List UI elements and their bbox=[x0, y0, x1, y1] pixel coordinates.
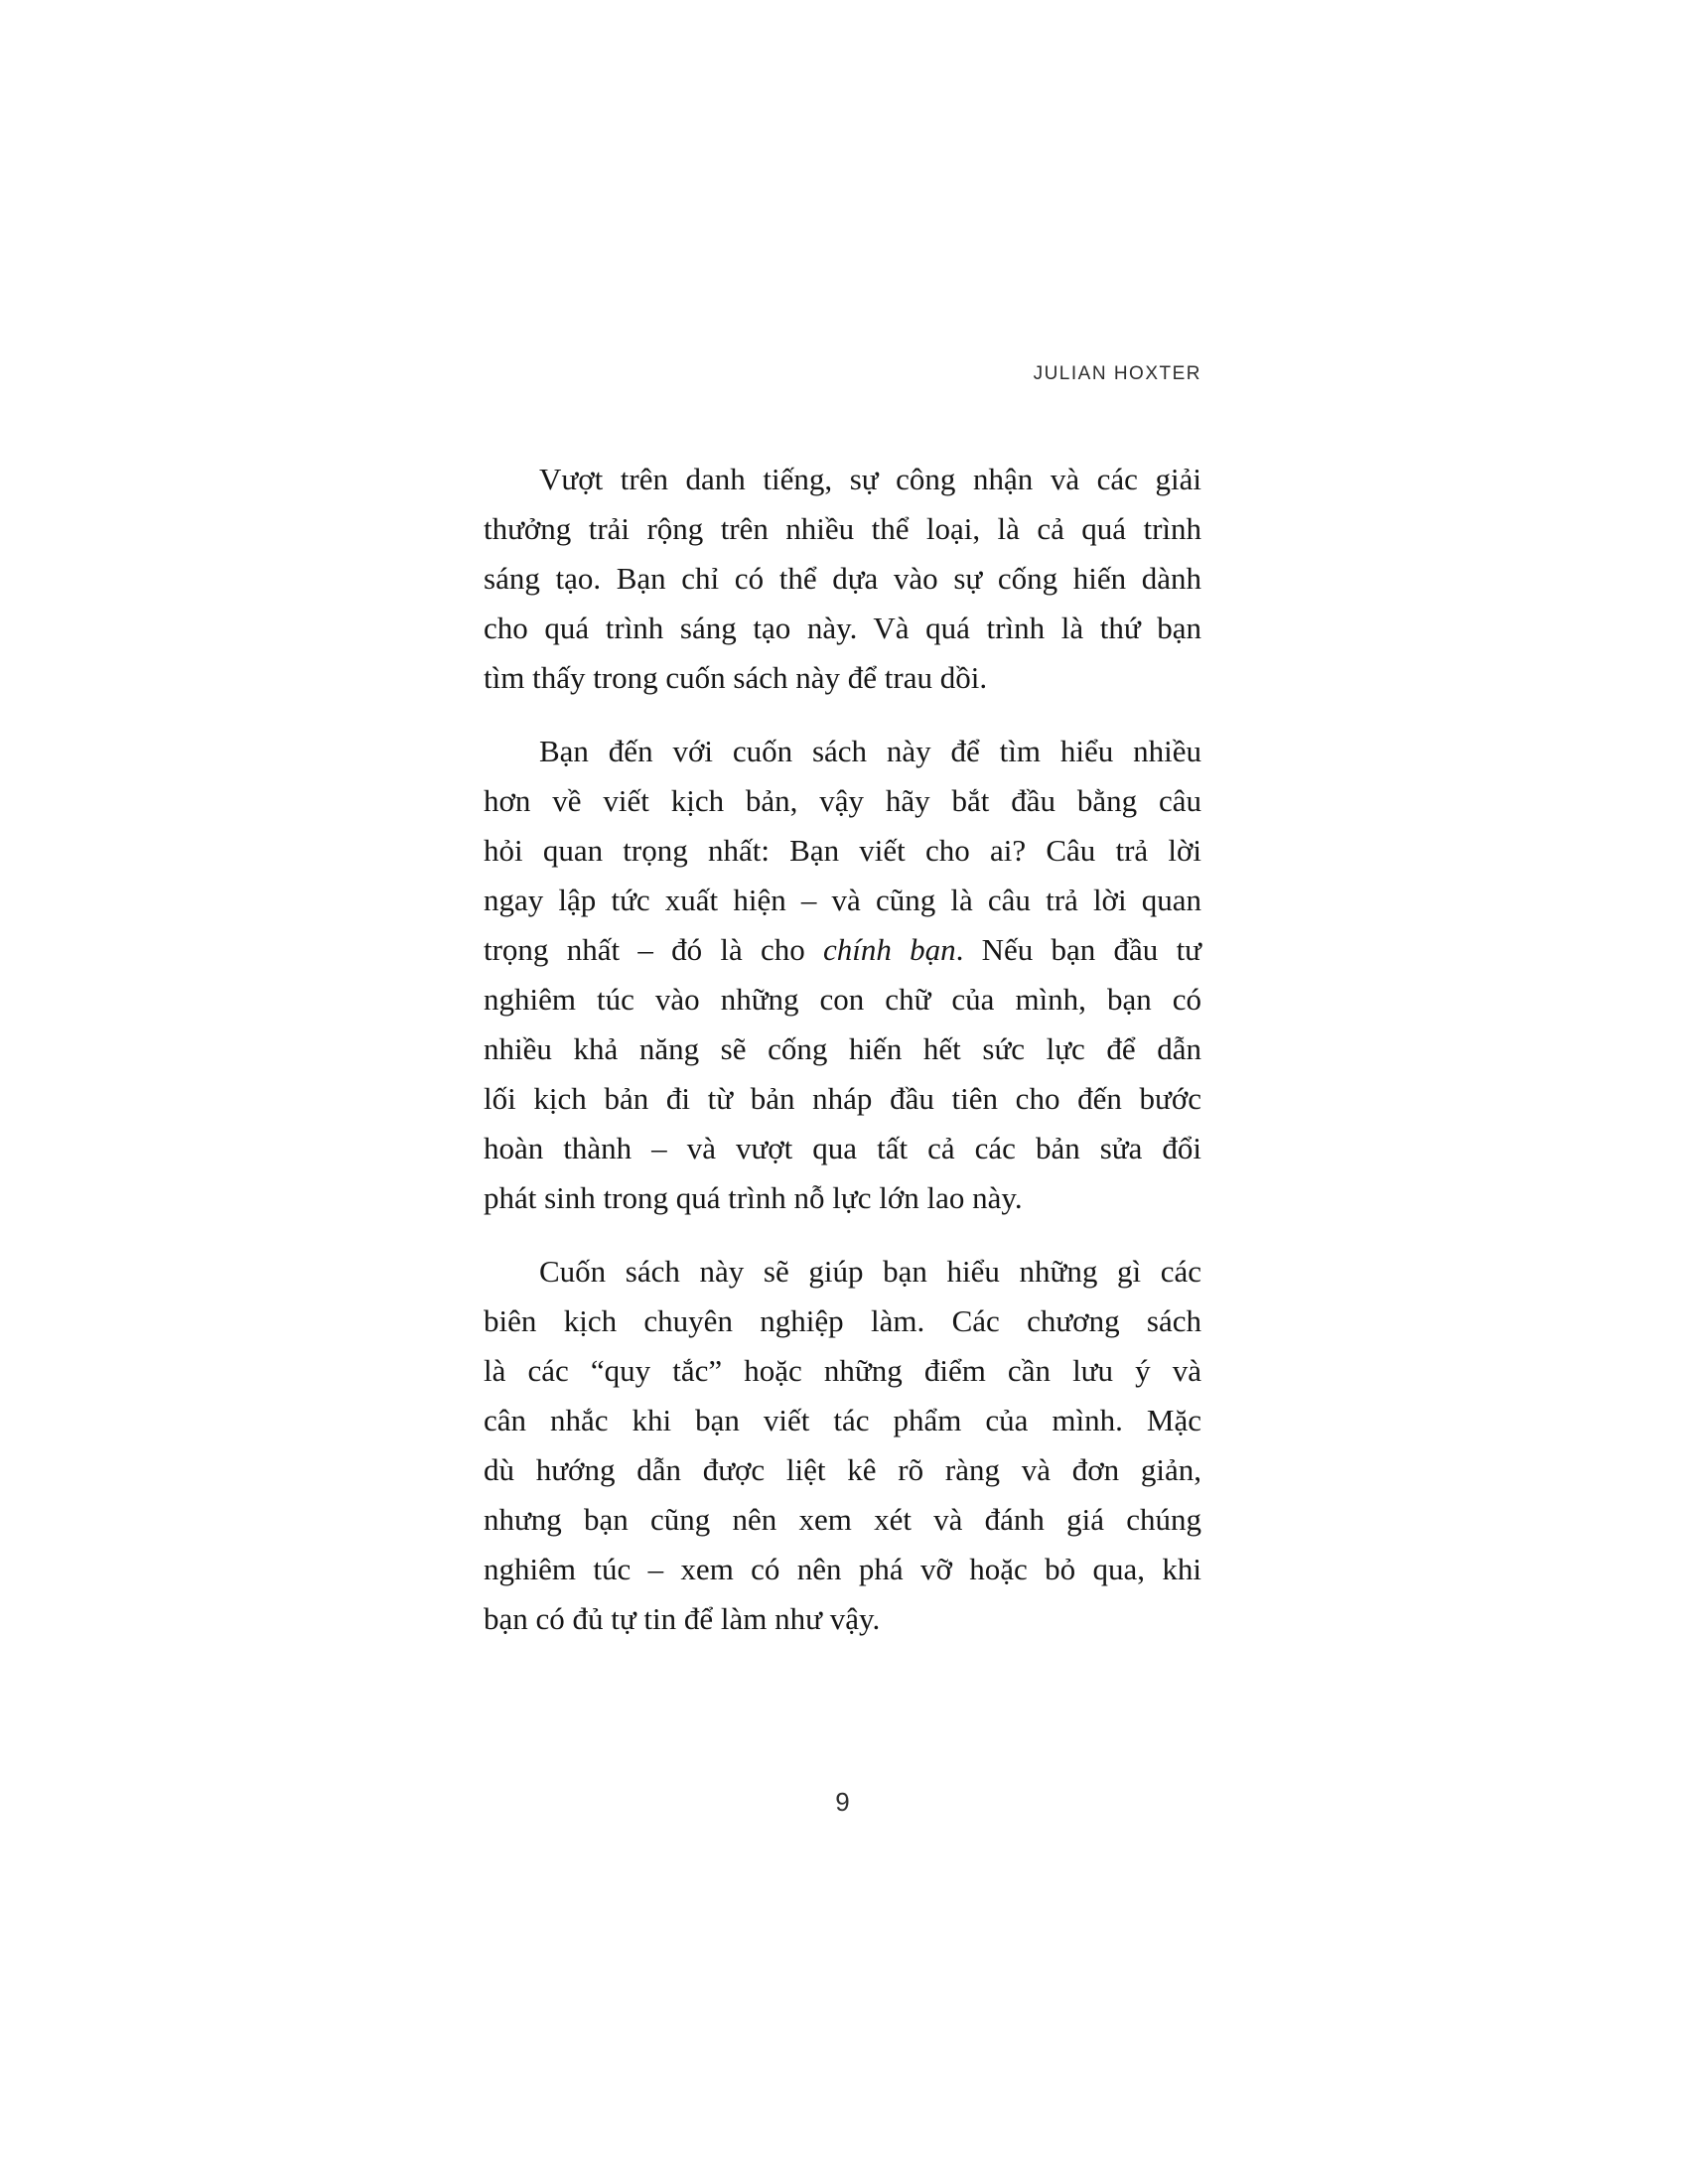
text-line bbox=[484, 1396, 1201, 1445]
text-segment: cho quá trình sáng tạo này. Và quá trình là thứ bạn bbox=[484, 611, 1201, 645]
text-segment: thưởng trải rộng trên nhiều thể loại, là cả quá trình bbox=[484, 511, 1201, 546]
text-segment: bạn có đủ tự tin để làm như vậy. bbox=[484, 1601, 881, 1636]
text-line bbox=[484, 1247, 1201, 1297]
text-segment: dù hướng dẫn được liệt kê rõ ràng và đơn giản, bbox=[484, 1452, 1201, 1487]
text-line bbox=[484, 1346, 1201, 1396]
text-line bbox=[484, 504, 1201, 554]
text-segment: nghiêm túc – xem có nên phá vỡ hoặc bỏ qua, khi bbox=[484, 1552, 1201, 1586]
text-line bbox=[484, 554, 1201, 604]
text-line bbox=[484, 653, 1201, 703]
text-segment: lối kịch bản đi từ bản nháp đầu tiên cho đến bước bbox=[484, 1081, 1201, 1116]
text-segment: tìm thấy trong cuốn sách này để trau dồi. bbox=[484, 660, 988, 695]
text-line bbox=[484, 1074, 1201, 1124]
text-line bbox=[484, 455, 1201, 504]
text-segment: Cuốn sách này sẽ giúp bạn hiểu những gì các bbox=[539, 1254, 1201, 1289]
text-segment: Vượt trên danh tiếng, sự công nhận và các giải bbox=[539, 462, 1201, 496]
text-segment: hoàn thành – và vượt qua tất cả các bản sửa đổi bbox=[484, 1131, 1201, 1165]
text-segment: ngay lập tức xuất hiện – và cũng là câu trả lời quan bbox=[484, 883, 1201, 917]
body-text bbox=[484, 455, 1201, 1644]
text-segment: hỏi quan trọng nhất: Bạn viết cho ai? Câu trả lời bbox=[484, 833, 1201, 868]
text-segment: Bạn đến với cuốn sách này để tìm hiểu nhiều bbox=[539, 734, 1201, 768]
text-segment: trọng nhất – đó là cho bbox=[484, 932, 823, 967]
text-line bbox=[484, 1495, 1201, 1545]
text-line bbox=[484, 1594, 1201, 1644]
text-line bbox=[484, 1173, 1201, 1223]
italic-text-segment: chính bạn bbox=[822, 932, 956, 967]
text-segment: nhưng bạn cũng nên xem xét và đánh giá chúng bbox=[484, 1502, 1201, 1537]
text-line bbox=[484, 727, 1201, 776]
paragraph bbox=[484, 727, 1201, 1223]
text-line bbox=[484, 1545, 1201, 1594]
text-line bbox=[484, 975, 1201, 1024]
text-line bbox=[484, 604, 1201, 653]
text-segment: nghiêm túc vào những con chữ của mình, bạn có bbox=[484, 982, 1201, 1017]
text-segment: sáng tạo. Bạn chỉ có thể dựa vào sự cống hiến dành bbox=[484, 561, 1201, 596]
text-line bbox=[484, 1124, 1201, 1173]
text-line bbox=[484, 1445, 1201, 1495]
paragraph bbox=[484, 455, 1201, 703]
text-line bbox=[484, 1297, 1201, 1346]
text-line bbox=[484, 1024, 1201, 1074]
text-segment: hơn về viết kịch bản, vậy hãy bắt đầu bằng câu bbox=[484, 783, 1201, 818]
page-number: 9 bbox=[835, 1787, 850, 1817]
text-line bbox=[484, 826, 1201, 876]
text-segment: là các “quy tắc” hoặc những điểm cần lưu ý và bbox=[484, 1353, 1201, 1388]
text-line bbox=[484, 925, 1201, 975]
text-segment: cân nhắc khi bạn viết tác phẩm của mình. Mặc bbox=[484, 1403, 1201, 1437]
text-segment: biên kịch chuyên nghiệp làm. Các chương sách bbox=[484, 1303, 1201, 1338]
running-header: JULIAN HOXTER bbox=[1033, 363, 1201, 384]
paragraph bbox=[484, 1247, 1201, 1644]
text-segment: phát sinh trong quá trình nỗ lực lớn lao này. bbox=[484, 1180, 1023, 1215]
text-line bbox=[484, 776, 1201, 826]
text-line bbox=[484, 876, 1201, 925]
text-segment: nhiều khả năng sẽ cống hiến hết sức lực để dẫn bbox=[484, 1031, 1201, 1066]
text-segment: . Nếu bạn đầu tư bbox=[955, 932, 1201, 967]
